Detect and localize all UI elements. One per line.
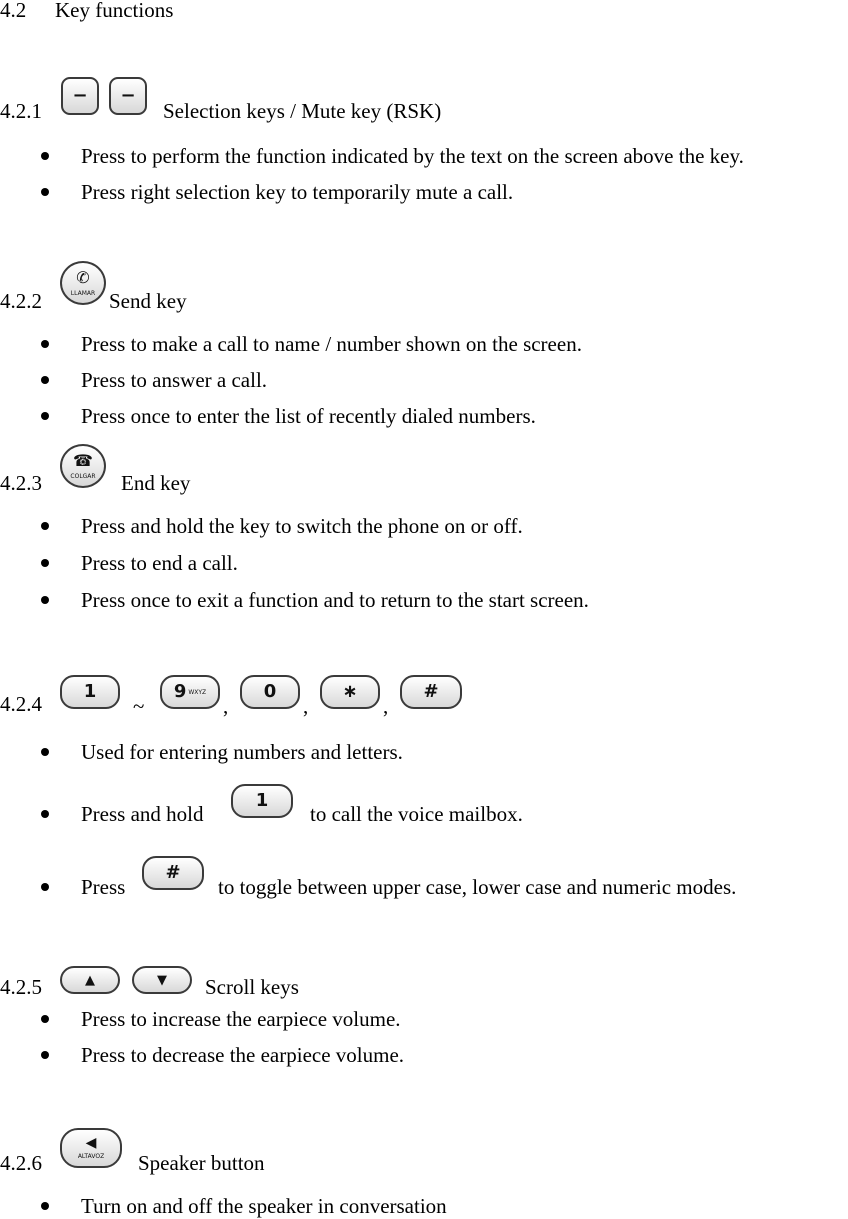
heading-title: Key functions: [55, 0, 174, 22]
section-4-2-4-number: 4.2.4: [0, 692, 42, 716]
list-item: Used for entering numbers and letters.: [81, 740, 403, 764]
list-item: Press to decrease the earpiece volume.: [81, 1043, 405, 1067]
list-item-text-after: to toggle between upper case, lower case and numeric modes.: [218, 875, 737, 899]
bullet-dot: [41, 883, 49, 891]
bullet-dot: [41, 1051, 49, 1059]
bullet-dot: [41, 596, 49, 604]
key-1-inline-label: 1: [255, 790, 269, 811]
list-item: Press to increase the earpiece volume.: [81, 1007, 401, 1031]
section-4-2-6-number: 4.2.6: [0, 1151, 42, 1175]
phone-icon: ✆: [76, 268, 90, 287]
section-4-2-1-title: Selection keys / Mute key (RSK): [163, 99, 442, 123]
speaker-key-label: ALTAVOZ: [77, 1153, 105, 1160]
list-item: Press once to exit a function and to return to the start screen.: [81, 588, 589, 612]
heading-number: 4.2: [0, 0, 27, 22]
left-selection-key: [61, 77, 99, 115]
key-9: [160, 675, 220, 709]
right-selection-key: [109, 77, 147, 115]
bullet-dot: [41, 1202, 49, 1210]
key-star-label: ∗: [342, 681, 358, 702]
section-4-2-2-number: 4.2.2: [0, 289, 42, 313]
range-separator: ~: [133, 694, 145, 718]
bullet-dot: [41, 376, 49, 384]
section-4-2-3-title: End key: [121, 471, 191, 495]
key-hash: [400, 675, 462, 709]
comma: ,: [223, 694, 229, 718]
list-item: Press and hold the key to switch the phone on or off.: [81, 514, 523, 538]
key-9-label: 9: [173, 681, 187, 702]
section-4-2-5-title: Scroll keys: [205, 975, 299, 999]
send-key-label: LLAMAR: [70, 290, 96, 297]
key-hash-inline-label: #: [165, 862, 181, 883]
comma: ,: [383, 694, 389, 718]
key-1-label: 1: [83, 681, 97, 702]
bullet-dot: [41, 559, 49, 567]
key-hash-label: #: [423, 681, 439, 702]
key-star: [320, 675, 380, 709]
end-key: [60, 444, 106, 488]
list-item-text-after: to call the voice mailbox.: [310, 802, 523, 826]
list-item: Press to perform the function indicated by the text on the screen above the key.: [81, 144, 744, 168]
end-key-label: COLGAR: [70, 473, 96, 480]
bullet-dot: [41, 748, 49, 756]
list-item: Press once to enter the list of recently dialed numbers.: [81, 404, 536, 428]
list-item: Press to end a call.: [81, 551, 238, 575]
key-1: [60, 675, 120, 709]
arrow-down-icon: ▼: [157, 972, 167, 988]
send-key: [60, 261, 106, 305]
list-item: Turn on and off the speaker in conversation: [81, 1194, 447, 1218]
bullet-dot: [41, 340, 49, 348]
hangup-icon: ☎: [73, 451, 93, 470]
bullet-dot: [41, 188, 49, 196]
scroll-down-key: [132, 966, 192, 994]
list-item-text-before: Press: [81, 875, 126, 899]
minus-icon: −: [72, 85, 88, 106]
speaker-key: [60, 1128, 122, 1168]
key-0: [240, 675, 300, 709]
list-item-text-before: Press and hold: [81, 802, 204, 826]
speaker-icon: ◀: [85, 1135, 97, 1151]
key-0-label: 0: [263, 681, 277, 702]
comma: ,: [303, 694, 309, 718]
section-4-2-5-number: 4.2.5: [0, 975, 42, 999]
bullet-dot: [41, 412, 49, 420]
section-4-2-3-number: 4.2.3: [0, 471, 42, 495]
key-1-inline: [231, 784, 293, 818]
section-4-2-2-title: Send key: [109, 289, 187, 313]
bullet-dot: [41, 152, 49, 160]
bullet-dot: [41, 522, 49, 530]
bullet-dot: [41, 1015, 49, 1023]
key-9-letters: WXYZ: [188, 688, 207, 696]
key-hash-inline: [142, 856, 204, 890]
section-4-2-6-title: Speaker button: [138, 1151, 265, 1175]
scroll-up-key: [60, 966, 120, 994]
section-4-2-1-number: 4.2.1: [0, 99, 42, 123]
list-item: Press right selection key to temporarily mute a call.: [81, 180, 514, 204]
arrow-up-icon: ▲: [85, 972, 95, 988]
minus-icon: −: [120, 85, 136, 106]
list-item: Press to make a call to name / number shown on the screen.: [81, 332, 582, 356]
bullet-dot: [41, 810, 49, 818]
list-item: Press to answer a call.: [81, 368, 268, 392]
